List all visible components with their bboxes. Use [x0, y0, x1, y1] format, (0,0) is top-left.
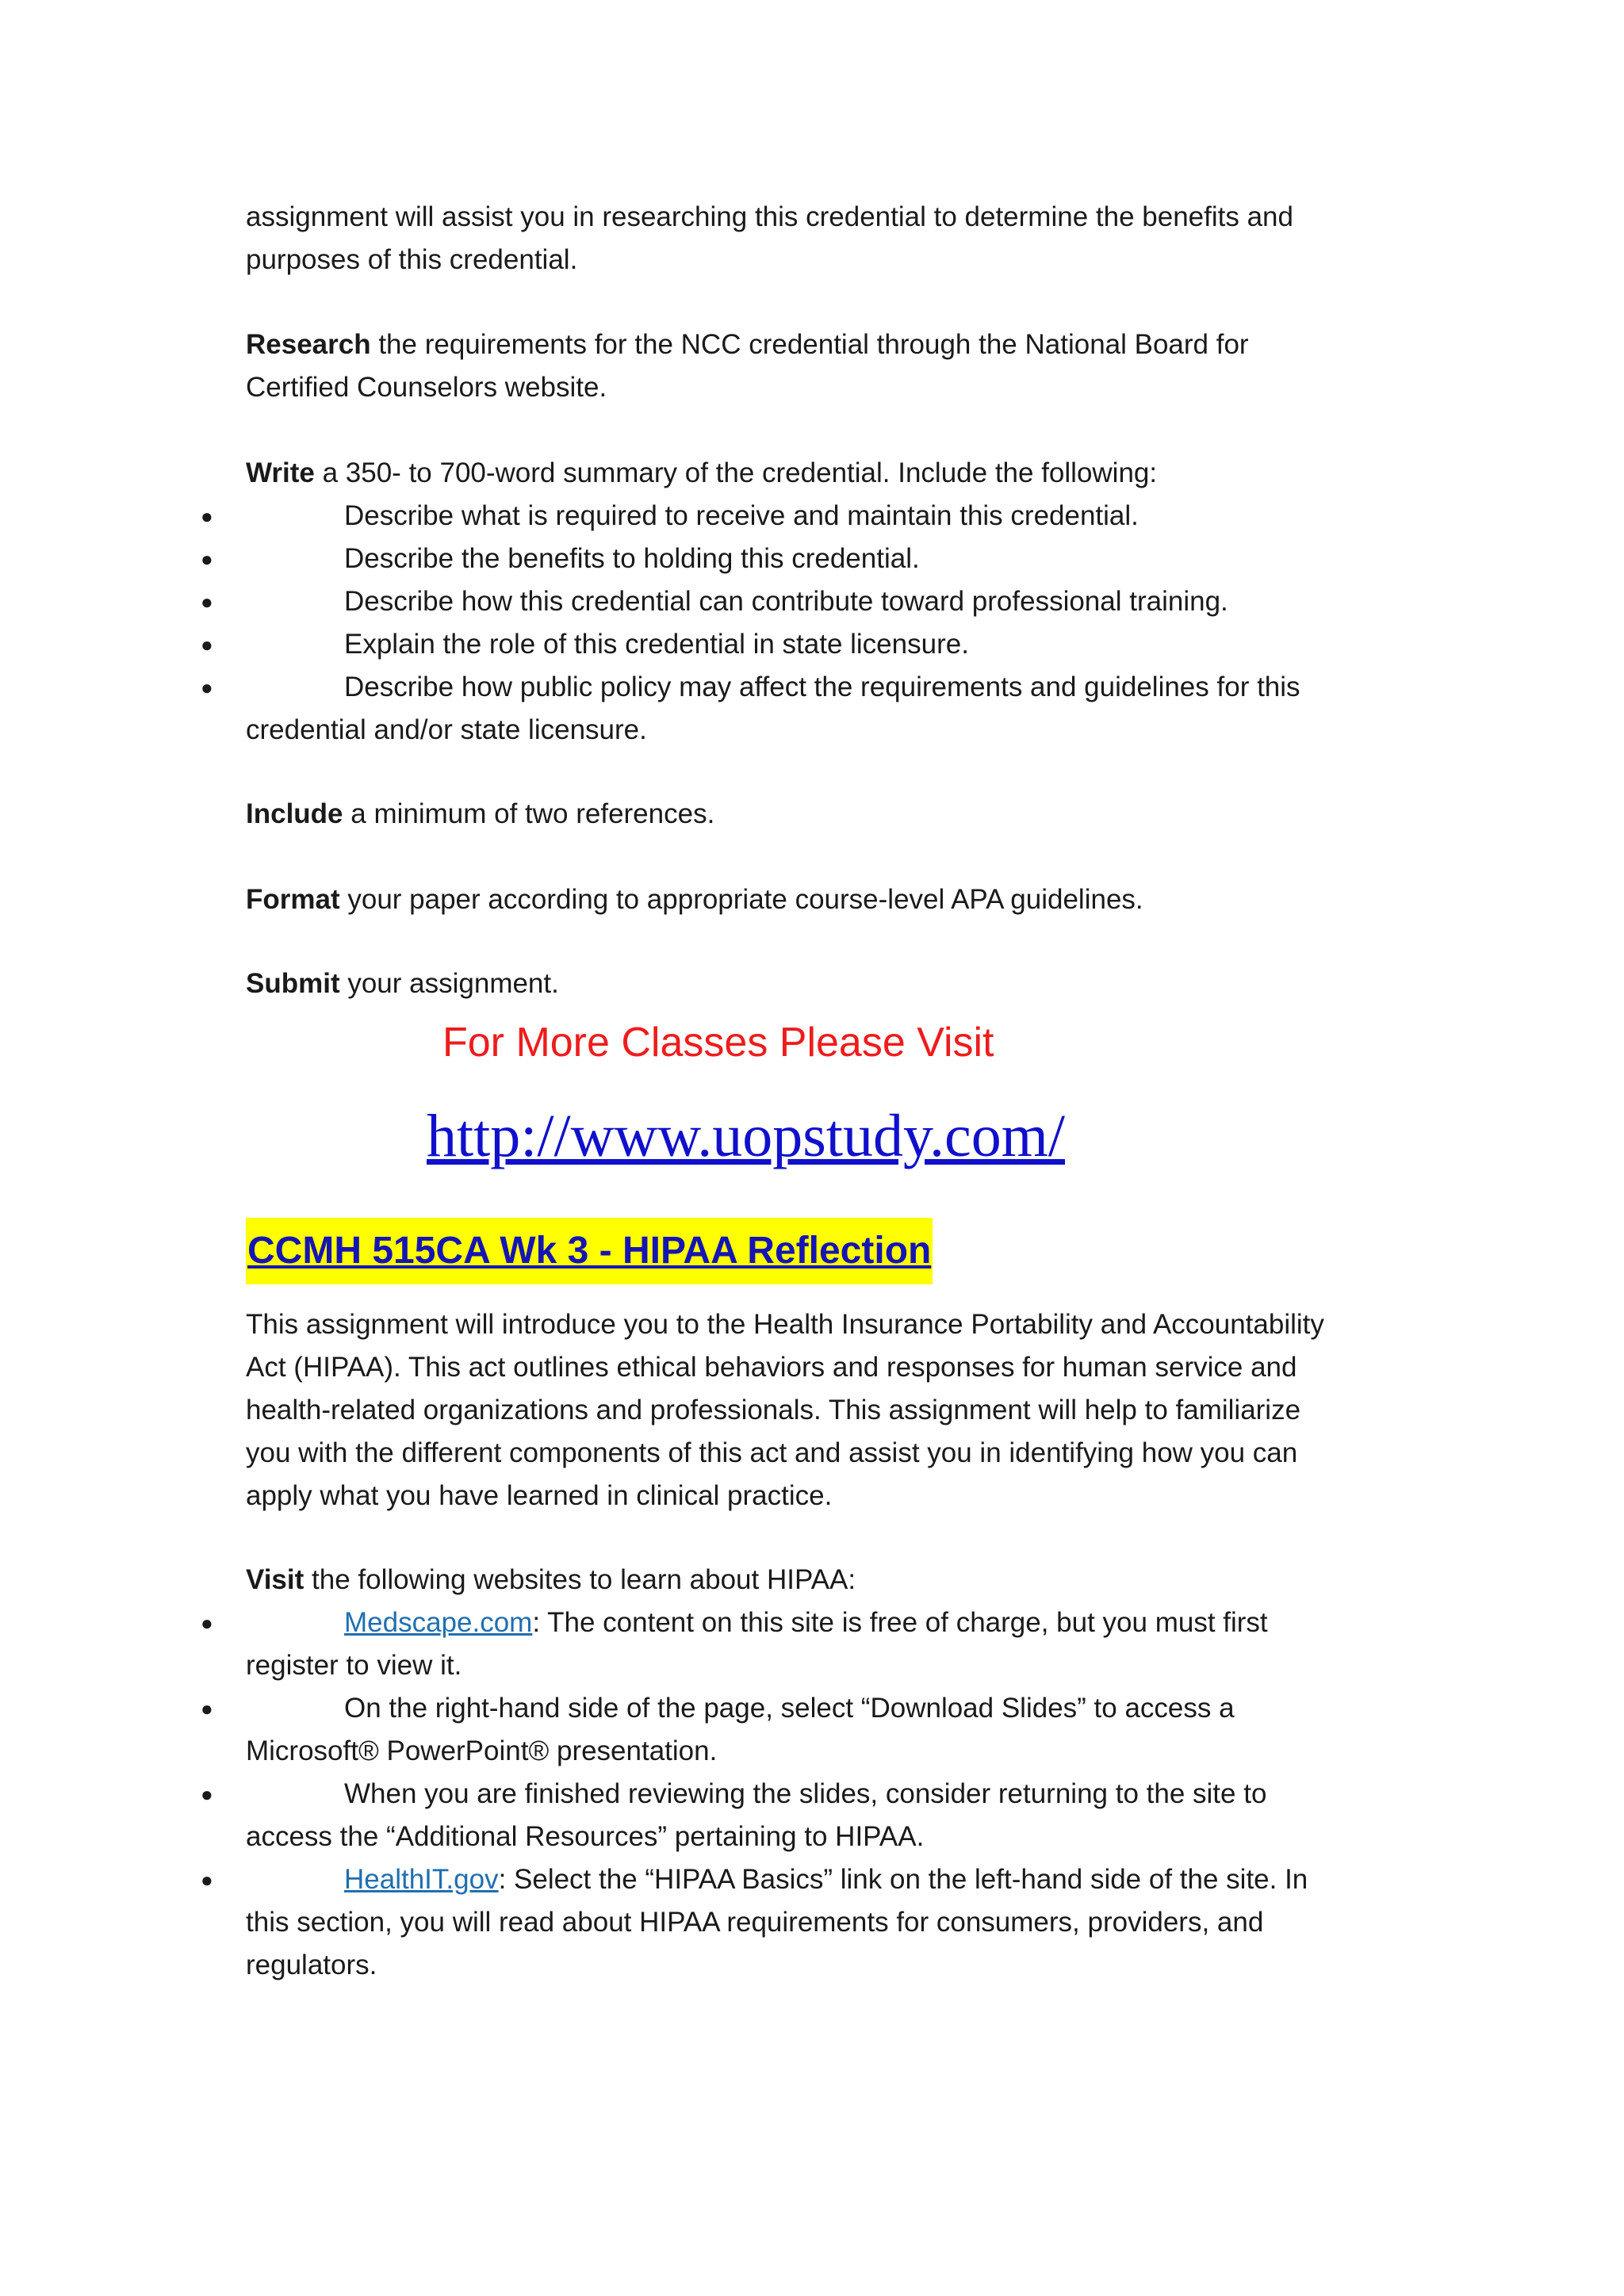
submit-paragraph [246, 962, 559, 1005]
promo-url-link[interactable]: http://www.uopstudy.com/ [427, 1103, 1066, 1169]
bullet-icon: ● [201, 675, 213, 699]
hipaa-intro-line: health-related organizations and professionals. This assignment will help to familiarize [246, 1395, 1301, 1425]
write-paragraph [246, 452, 1157, 495]
promo-text: For More Classes Please Visit [442, 1020, 994, 1066]
include-text: a minimum of two references. [343, 798, 715, 829]
list-item-text: : The content on this site is free of charge, but you must first [532, 1607, 1268, 1638]
bullet-icon: ● [201, 633, 213, 656]
write-text: a 350- to 700-word summary of the credential. Include the following: [314, 457, 1158, 488]
list-item: Describe the benefits to holding this credential. [344, 543, 920, 574]
format-label: Format [246, 884, 340, 915]
intro-line-2: purposes of this credential. [246, 244, 578, 275]
list-item: Describe what is required to receive and maintain this credential. [344, 500, 1139, 531]
list-item-continuation: access the “Additional Resources” pertaining to HIPAA. [246, 1821, 925, 1852]
list-item [344, 1858, 1308, 1901]
hipaa-intro-line: you with the different components of this act and assist you in identifying how you can [246, 1437, 1298, 1468]
bullet-icon: ● [201, 504, 213, 528]
bullet-icon: ● [201, 1697, 213, 1720]
list-item-continuation: this section, you will read about HIPAA requirements for consumers, providers, and [246, 1907, 1264, 1938]
bullet-icon: ● [201, 547, 213, 571]
list-item: Describe how public policy may affect the requirements and guidelines for this [344, 672, 1300, 702]
submit-text: your assignment. [339, 968, 559, 999]
format-paragraph [246, 878, 1143, 921]
include-paragraph [246, 793, 714, 836]
hipaa-intro-line: This assignment will introduce you to the Health Insurance Portability and Accountability [246, 1309, 1324, 1340]
visit-text: the following websites to learn about HIPAA: [304, 1564, 856, 1595]
list-item: Describe how this credential can contribute toward professional training. [344, 586, 1228, 617]
list-item-text: : Select the “HIPAA Basics” link on the left-hand side of the site. In [498, 1864, 1308, 1895]
hipaa-intro-line: Act (HIPAA). This act outlines ethical behaviors and responses for human service and [246, 1352, 1297, 1383]
list-item: When you are finished reviewing the slides, consider returning to the site to [344, 1778, 1267, 1809]
visit-paragraph [246, 1559, 856, 1601]
research-paragraph-line-1 [246, 323, 1249, 366]
bullet-icon: ● [201, 590, 213, 614]
intro-line-1: assignment will assist you in researching this credential to determine the benefits and [246, 201, 1293, 232]
format-text: your paper according to appropriate course-level APA guidelines. [339, 884, 1143, 915]
include-label: Include [246, 798, 343, 829]
medscape-link[interactable]: Medscape.com [344, 1607, 533, 1638]
research-paragraph-line-2: Certified Counselors website. [246, 372, 607, 403]
bullet-icon: ● [201, 1868, 213, 1892]
list-item-continuation: register to view it. [246, 1650, 462, 1681]
bullet-icon: ● [201, 1782, 213, 1806]
submit-label: Submit [246, 968, 340, 999]
list-item-continuation: credential and/or state licensure. [246, 714, 647, 745]
visit-label: Visit [246, 1564, 304, 1595]
list-item-continuation: regulators. [246, 1950, 377, 1980]
research-text: the requirements for the NCC credential through the National Board for [370, 329, 1249, 360]
healthit-link[interactable]: HealthIT.gov [344, 1864, 499, 1895]
section-heading-link[interactable]: CCMH 515CA Wk 3 - HIPAA Reflection [246, 1218, 933, 1284]
bullet-icon: ● [201, 1611, 213, 1635]
list-item [344, 1601, 1268, 1644]
list-item-continuation: Microsoft® PowerPoint® presentation. [246, 1735, 718, 1766]
research-label: Research [246, 329, 371, 360]
list-item: On the right-hand side of the page, select “Download Slides” to access a [344, 1693, 1235, 1724]
list-item: Explain the role of this credential in state licensure. [344, 629, 969, 660]
write-label: Write [246, 457, 315, 488]
hipaa-intro-line: apply what you have learned in clinical practice. [246, 1480, 833, 1511]
